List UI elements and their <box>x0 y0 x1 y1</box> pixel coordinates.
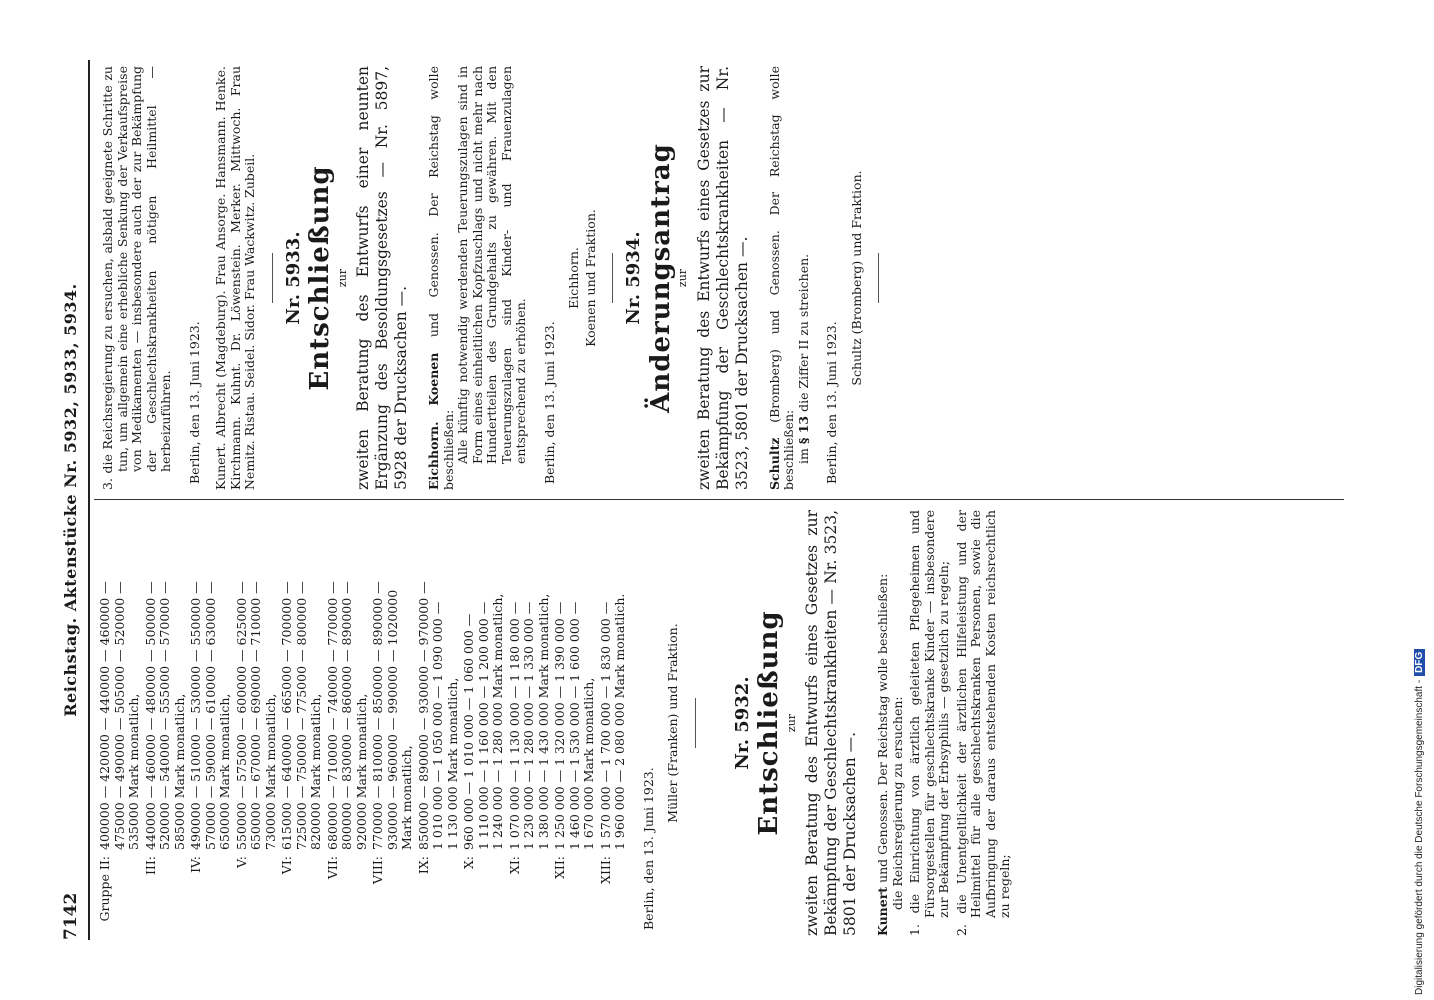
salary-table <box>98 510 628 936</box>
salary-line: 650000 Mark monatlich, <box>217 693 232 850</box>
right-column <box>98 66 893 490</box>
date-line: Berlin, den 13. Juni 1923. <box>541 321 557 484</box>
salary-line: 585000 Mark monatlich, <box>171 693 187 850</box>
salary-line: 820000 Mark monatlich, <box>308 693 323 850</box>
salary-values <box>553 510 597 850</box>
signature: Eichhorn. <box>566 247 581 309</box>
salary-group: XI: <box>506 856 522 875</box>
salary-row <box>144 510 188 936</box>
context-5933: zweiten Beratung des Entwurfs einer neunten Ergänzung des Besoldungsgesetzes — Nr. 5897, 5928 der Drucksachen —. <box>354 66 410 490</box>
salary-line: 535000 Mark monatlich, <box>126 693 141 850</box>
left-column <box>98 510 1013 936</box>
salary-values <box>144 510 188 850</box>
doc-title-5933: Entschließung <box>305 165 335 391</box>
salary-values <box>280 510 324 850</box>
doc-title-5932: Entschließung <box>754 610 784 836</box>
salary-line: Mark monatlich, <box>399 745 414 850</box>
salary-line: 1 240 000 — 1 280 000 Mark monatlich, <box>490 593 505 850</box>
motion-intro-5934 <box>768 66 797 490</box>
zur-label: zur <box>676 268 689 288</box>
salary-values <box>189 510 233 850</box>
salary-row <box>189 510 233 936</box>
salary-line: 1 570 000 — 1 700 000 — 1 830 000 — <box>597 601 613 850</box>
salary-line: 930000 — 960000 — 990000 — 1020000 <box>384 589 400 850</box>
salary-values <box>326 510 370 850</box>
salary-row <box>371 510 415 936</box>
salary-line: 730000 Mark monatlich, <box>262 693 278 850</box>
salary-row <box>417 510 461 936</box>
salary-row <box>553 510 597 936</box>
salary-line: 520000 — 540000 — 555000 — 570000 — <box>157 581 172 850</box>
salary-line: 1 230 000 — 1 280 000 — 1 330 000 — <box>521 601 536 850</box>
motion-body-5933: Alle künftig notwendig werdenden Teuerungszulagen sind in Form eines einheitlichen Kopfzuschlags und nicht mehr nach Hundertteilen des Grundgehalts zu gewähren. Mit den Teuerungszulagen sind Kinder- und Frauenzulagen entsprechend zu erhöhen. <box>455 66 528 464</box>
salary-line: 725000 — 750000 — 775000 — 800000 — <box>293 581 309 850</box>
running-title: Reichstag. Aktenstücke Nr. 5932, 5933, 5934. <box>61 283 80 717</box>
doc-number-5933: Nr. 5933. <box>282 231 304 325</box>
motion-item-1: 1. die Einrichtung von ärztlich geleiteten Pflegeheimen und Fürsorgestellen für geschlechtskranke Kinder — insbesondere zur Bekämpfung der Erbsyphilis — gesetzlich zu regeln; <box>907 510 951 936</box>
motion-intro-5932 <box>876 510 891 936</box>
salary-group: VII: <box>324 856 340 880</box>
motion-intro-text: und Genossen. Der Reichstag wolle beschließen: <box>875 573 890 887</box>
salary-line: 570000 — 590000 — 610000 — 630000 — <box>202 581 218 850</box>
salary-line: 1 110 000 — 1 160 000 — 1 200 000 — <box>475 601 491 850</box>
salary-group: XIII: <box>597 856 613 884</box>
salary-line: 550000 — 575000 — 600000 — 625000 — <box>233 581 249 850</box>
salary-line: 475000 — 490000 — 505000 — 520000 — <box>111 581 127 850</box>
salary-row <box>599 510 628 936</box>
salary-line: 490000 — 510000 — 530000 — 550000 — <box>188 581 203 850</box>
dfg-logo: DFG <box>1414 649 1425 676</box>
signature: Koenen und Fraktion. <box>582 209 598 347</box>
body-text: die Ziffer II zu streichen. <box>795 253 811 416</box>
zur-label: zur <box>335 268 349 288</box>
salary-group: X: <box>461 856 476 870</box>
salary-line: 1 960 000 — 2 080 000 Mark monatlich. <box>612 593 627 850</box>
salary-group: VIII: <box>370 856 385 885</box>
date-line: Berlin, den 13. Juni 1923. <box>824 321 839 484</box>
salary-group: IV: <box>188 856 203 873</box>
salary-row <box>326 510 370 936</box>
salary-line: 1 130 000 Mark monatlich, <box>444 677 460 850</box>
motion-body-5934 <box>797 66 812 490</box>
separator <box>878 253 879 303</box>
doc-number-5932: Nr. 5932. <box>731 676 753 770</box>
mover-names: Eichhorn. Koenen <box>426 352 441 490</box>
salary-line: 1 010 000 — 1 050 000 — 1 090 000 — <box>430 601 445 850</box>
context-5932: zweiten Beratung des Entwurfs eines Gesetzes zur Bekämpfung der Geschlechtskrankheiten — Nr. 3523, 5801 der Drucksachen —. <box>803 510 859 936</box>
running-header <box>60 60 90 940</box>
salary-group: III: <box>142 856 158 876</box>
motion-intro-5933 <box>427 66 456 490</box>
salary-values <box>462 510 506 850</box>
document-page <box>60 0 1012 940</box>
separator <box>612 253 613 303</box>
salary-values <box>417 510 461 850</box>
salary-group: IX: <box>415 856 431 875</box>
salary-line: 1 460 000 — 1 530 000 — 1 600 000 — <box>566 601 582 850</box>
salary-values <box>98 510 142 850</box>
mover-name: Schultz <box>766 437 782 490</box>
salary-line: 440000 — 460000 — 480000 — 500000 — <box>142 581 158 850</box>
date-line: Berlin, den 13. Juni 1923. <box>186 321 202 484</box>
paragraph-ref: § 13 <box>795 415 811 445</box>
motion-request: die Reichsregierung zu ersuchen: <box>889 696 905 910</box>
salary-line: 650000 — 670000 — 690000 — 710000 — <box>248 581 263 850</box>
context-5934: zweiten Beratung des Entwurfs eines Gesetzes zur Bekämpfung der Geschlechtskrankheiten — Nr. 3523, 5801 der Drucksachen —. <box>694 66 751 490</box>
salary-line: 960 000 — 1 010 000 — 1 060 000 — <box>461 613 476 850</box>
motion-intro-text: (Bromberg) und Genossen. Der Reichstag wolle beschließen: <box>766 66 796 490</box>
signatories: Kunert. Albrecht (Magdeburg). Frau Ansorge. Hansmann. Henke. Kirchmann. Kuhnt. Dr. Löwenstein. Merker. Mittwoch. Frau Nemitz. Ristau. Seidel. Sidor. Frau Wackwitz. Zubeil. <box>213 66 257 490</box>
salary-line: 1 250 000 — 1 320 000 — 1 390 000 — <box>552 601 567 850</box>
motion-item-3: 3. die Reichsregierung zu ersuchen, alsbald geeignete Schritte zu tun, um allgemein eine erhebliche Senkung der Verkaufspreise von Medikamenten — insbesondere auch der zur Bekämpfung der Geschlechtskrankheiten nötigen Heilmittel — herbeizuführen. <box>100 66 173 490</box>
funding-text: Digitalisierung gefördert durch die Deutsche Forschungsgemeinschaft - <box>1414 679 1425 995</box>
salary-line: 400000 — 420000 — 440000 — 460000 — <box>97 581 112 850</box>
salary-values <box>235 510 279 850</box>
date-line: Berlin, den 13. Juni 1923. <box>640 767 656 930</box>
salary-line: 1 670 000 Mark monatlich, <box>581 677 596 850</box>
salary-group: V: <box>233 856 249 868</box>
funding-note <box>1414 649 1425 995</box>
motion-intro-text: und Genossen. Der Reichstag wolle beschließen: <box>426 66 456 490</box>
salary-line: 1 380 000 — 1 430 000 Mark monatlich, <box>535 593 551 850</box>
salary-group: XII: <box>552 856 567 879</box>
salary-line: 800000 — 830000 — 860000 — 890000 — <box>339 581 354 850</box>
salary-group: VI: <box>279 856 294 875</box>
salary-row <box>98 510 142 936</box>
motion-item-2: 2. die Unentgeltlichkeit der ärztlichen Hilfeleistung und der Heilmittel für alle geschlechtskranken Personen, sowie die Aufbringung der daraus entstehenden Kosten reichsrechtlich zu regeln; <box>953 510 1012 936</box>
page-number: 7142 <box>61 892 81 940</box>
salary-values <box>371 510 415 850</box>
signature: Müller (Franken) und Fraktion. <box>665 623 680 823</box>
salary-row <box>235 510 279 936</box>
salary-line: 770000 — 810000 — 850000 — 890000 — <box>370 581 385 850</box>
signature: Schultz (Bromberg) und Fraktion. <box>848 170 864 386</box>
salary-group: Gruppe II: <box>97 856 112 922</box>
salary-values <box>599 510 628 850</box>
doc-number-5934: Nr. 5934. <box>623 231 644 325</box>
separator <box>272 253 273 303</box>
salary-line: 850000 — 890000 — 930000 — 970000 — <box>415 581 431 850</box>
body-text: im <box>795 444 811 464</box>
salary-row <box>462 510 506 936</box>
doc-title-5934: Änderungsantrag <box>645 143 676 413</box>
salary-line: 615000 — 640000 — 665000 — 700000 — <box>279 581 294 850</box>
salary-line: 680000 — 710000 — 740000 — 770000 — <box>324 581 340 850</box>
salary-line: 1 070 000 — 1 130 000 — 1 180 000 — <box>506 601 522 850</box>
mover-name: Kunert <box>875 886 890 936</box>
salary-row <box>280 510 324 936</box>
salary-values <box>508 510 552 850</box>
column-rule <box>94 499 1344 500</box>
salary-row <box>508 510 552 936</box>
zur-label: zur <box>784 713 798 733</box>
salary-line: 920000 Mark monatlich, <box>353 693 369 850</box>
separator <box>695 698 696 748</box>
